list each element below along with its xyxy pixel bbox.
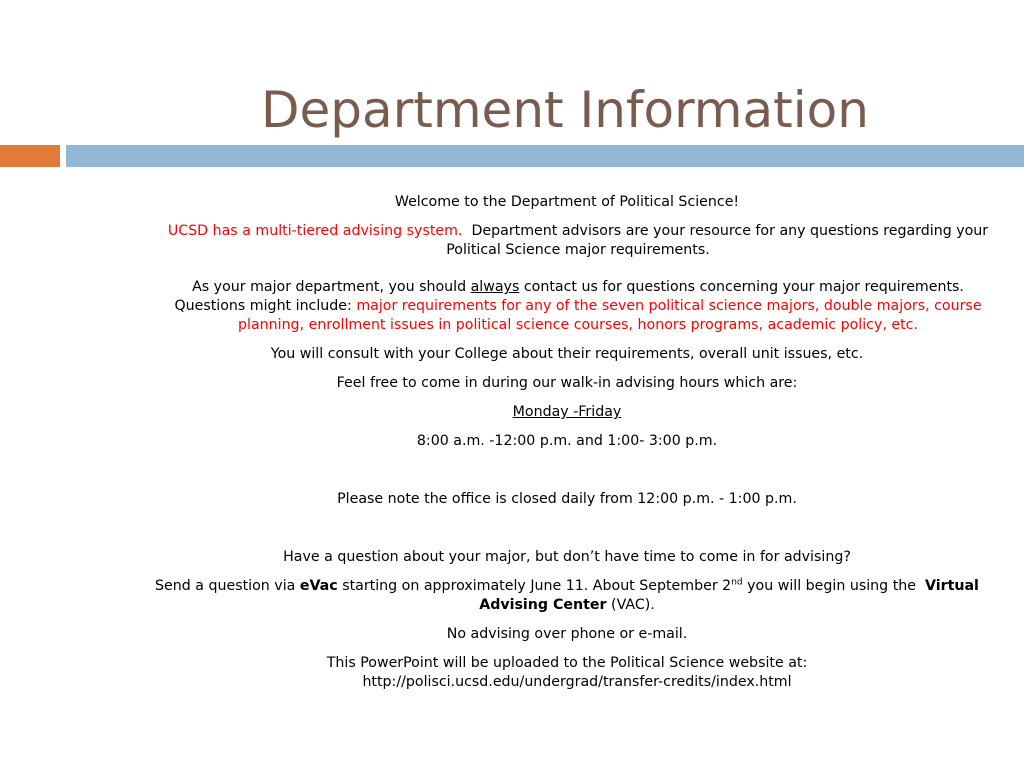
send-end: (VAC).: [611, 597, 655, 613]
welcome-text: Welcome to the Department of Political Science!: [394, 194, 740, 210]
send-post: you will begin using the: [747, 578, 916, 594]
contact-pre: As your major department, you should: [192, 279, 467, 295]
question-text: Have a question about your major, but don’t have time to come in for advising?: [283, 549, 851, 565]
contact-always: always: [470, 279, 520, 295]
vac-name: Virtual Advising Center: [479, 578, 979, 613]
no-phone-text: No advising over phone or e-mail.: [446, 626, 688, 642]
slide-body: [145, 193, 989, 702]
send-pre: Send a question via: [155, 578, 296, 594]
days-text: Monday -Friday: [512, 404, 622, 420]
evac-name: eVac: [299, 578, 338, 594]
upload-text: This PowerPoint will be uploaded to the Political Science website at:: [326, 655, 808, 671]
contact-mid: contact us for questions concerning your major requirements. Questions might include:: [174, 279, 964, 314]
accent-bar-blue: [66, 145, 1024, 167]
contact-paragraph: [145, 278, 989, 335]
send-paragraph: [145, 577, 989, 615]
contact-highlight: major requirements for any of the seven political science majors, double majors, course planning, enrollment issues in political science courses, honors programs, academic policy, etc.: [238, 298, 982, 333]
walkin-text: Feel free to come in during our walk-in advising hours which are:: [336, 375, 798, 391]
advising-highlight: UCSD has a multi-tiered advising system.: [167, 223, 463, 239]
college-text: You will consult with your College about their requirements, overall unit issues, etc.: [270, 346, 864, 362]
accent-bar-orange: [0, 145, 60, 167]
upload-paragraph: [145, 654, 989, 692]
hours-text: 8:00 a.m. -12:00 p.m. and 1:00- 3:00 p.m.: [416, 433, 718, 449]
advising-rest: Department advisors are your resource for any questions regarding your Political Science major requirements.: [446, 223, 989, 258]
website-url: http://polisci.ucsd.edu/undergrad/transfer-credits/index.html: [362, 674, 792, 690]
closed-text: Please note the office is closed daily from 12:00 p.m. - 1:00 p.m.: [337, 491, 797, 507]
slide-title: Department Information: [261, 81, 869, 139]
advising-paragraph: [145, 222, 989, 260]
send-mid: starting on approximately June 11. About September 2: [342, 578, 732, 594]
send-sup: nd: [731, 577, 743, 588]
